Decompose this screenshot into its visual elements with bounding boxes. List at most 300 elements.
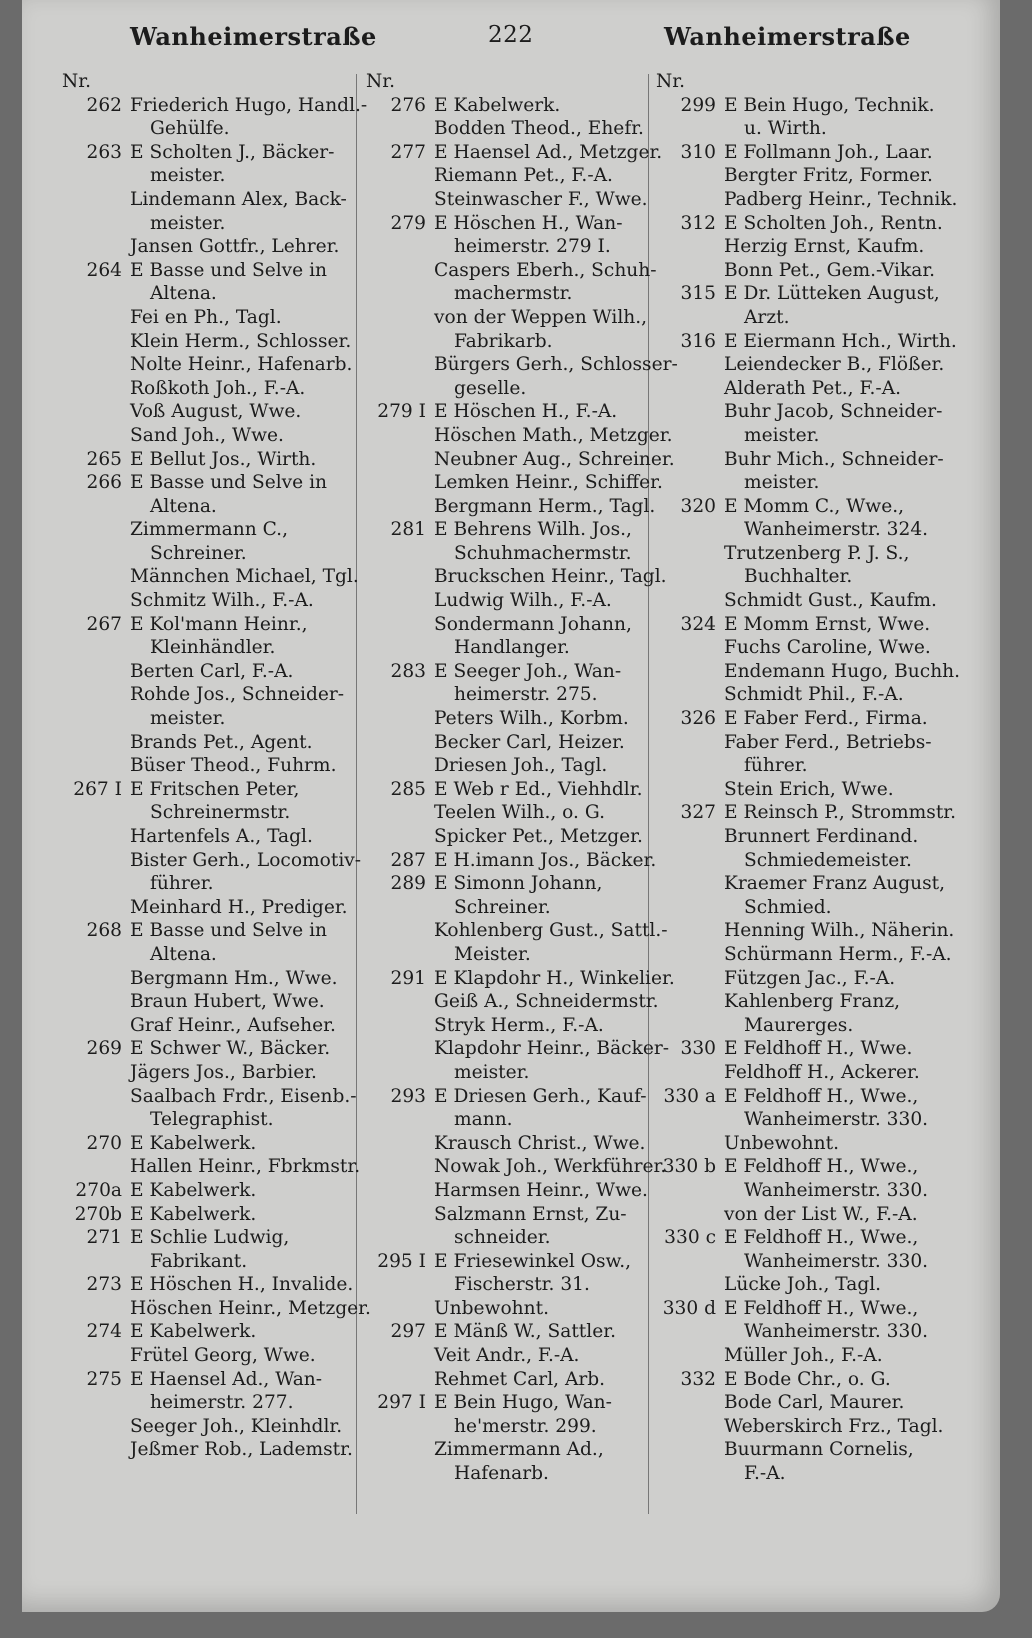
directory-line [652, 259, 962, 283]
entry-text: Unbewohnt. [434, 1297, 549, 1319]
entry-text: E Haensel Ad., Metzger. [434, 141, 663, 163]
directory-line [362, 471, 662, 495]
directory-line [58, 1014, 378, 1038]
directory-line [652, 1415, 962, 1439]
directory-line [58, 1344, 378, 1368]
directory-line [652, 801, 962, 825]
directory-line [362, 1391, 662, 1415]
directory-line [58, 1155, 378, 1179]
directory-line [58, 117, 378, 141]
house-number: 285 [390, 778, 426, 800]
directory-line [362, 1273, 662, 1297]
entry-text: E Bein Hugo, Technik. [724, 94, 935, 116]
directory-line [362, 778, 662, 802]
entry-text: E Simonn Johann, [434, 873, 603, 895]
column-1 [58, 70, 378, 1462]
entry-text: Faber Ferd., Betriebs- [724, 731, 932, 753]
directory-line [652, 896, 962, 920]
directory-line [652, 1226, 962, 1250]
house-number: 269 [86, 1038, 122, 1060]
entry-text: E Kabelwerk. [130, 1132, 257, 1154]
house-number: 275 [86, 1368, 122, 1390]
directory-line [58, 306, 378, 330]
directory-line [58, 400, 378, 424]
entry-text: u. Wirth. [744, 118, 827, 140]
house-number: 330 a [663, 1085, 716, 1107]
entry-text: E Momm Ernst, Wwe. [724, 613, 931, 635]
directory-line [362, 259, 662, 283]
entry-text: E Feldhoff H., Wwe. [724, 1038, 913, 1060]
house-number: 297 [390, 1321, 426, 1343]
entry-text: Saalbach Frdr., Eisenb.- [130, 1085, 357, 1107]
column-2 [362, 70, 678, 1486]
entry-text: Caspers Eberh., Schuh- [434, 259, 657, 281]
entry-text: Altena. [150, 283, 217, 305]
directory-line [58, 141, 378, 165]
entry-text: F.-A. [744, 1463, 786, 1485]
entry-text: Höschen Math., Metzger. [434, 424, 673, 446]
entry-text: Neubner Aug., Schreiner. [434, 448, 675, 470]
house-number: 295 I [377, 1250, 426, 1272]
entry-text: Buchhalter. [744, 566, 853, 588]
directory-line [362, 1226, 662, 1250]
entry-text: führer. [150, 873, 214, 895]
entry-text: Friederich Hugo, Handl.- [130, 94, 368, 116]
entry-text: Bode Carl, Maurer. [724, 1392, 905, 1414]
directory-line [652, 778, 962, 802]
house-number: 271 [86, 1227, 122, 1249]
entry-text: E Kabelwerk. [130, 1203, 257, 1225]
directory-line [58, 1273, 378, 1297]
entry-text: Fischerstr. 31. [454, 1274, 590, 1296]
directory-line [362, 518, 662, 542]
entry-text: Bister Gerh., Locomotiv- [130, 849, 362, 871]
directory-line [58, 164, 378, 188]
directory-line [58, 1132, 378, 1156]
entry-text: E Bode Chr., o. G. [724, 1368, 891, 1390]
directory-line [362, 1037, 670, 1061]
entry-text: Harmsen Heinr., Wwe. [434, 1179, 648, 1201]
directory-line [58, 518, 378, 542]
directory-line [362, 1108, 662, 1132]
entry-text: Schmiedemeister. [744, 849, 912, 871]
house-number: 287 [390, 849, 426, 871]
directory-line [652, 141, 962, 165]
entry-text: Schreiner. [454, 896, 551, 918]
directory-line [58, 424, 378, 448]
directory-line [58, 1250, 378, 1274]
directory-line [362, 212, 662, 236]
directory-line [58, 636, 378, 660]
entry-text: Braun Hubert, Wwe. [130, 991, 325, 1013]
entry-text: Handlanger. [454, 637, 570, 659]
entry-text: Henning Wilh., Näherin. [724, 920, 955, 942]
directory-line [652, 825, 962, 849]
entry-text: Klein Herm., Schlosser. [130, 330, 352, 352]
directory-line [362, 164, 662, 188]
directory-line [652, 1250, 962, 1274]
entry-text: Krausch Christ., Wwe. [434, 1132, 646, 1154]
entry-text: E Feldhoff H., Wwe., [724, 1156, 919, 1178]
directory-line [652, 1155, 962, 1179]
directory-line [652, 731, 962, 755]
entry-text: Schreiner. [150, 542, 247, 564]
directory-line [58, 801, 378, 825]
entry-text: Driesen Joh., Tagl. [434, 755, 608, 777]
entry-text: Meister. [454, 943, 531, 965]
directory-line [362, 330, 662, 354]
entry-text: E Feldhoff H., Wwe., [724, 1227, 919, 1249]
entry-text: Schmidt Phil., F.-A. [724, 684, 904, 706]
directory-line [362, 1438, 662, 1462]
entry-text: Wanheimerstr. 324. [744, 519, 929, 541]
directory-line [362, 1132, 662, 1156]
entry-text: Herzig Ernst, Kaufm. [724, 236, 925, 258]
house-number: 281 [390, 519, 426, 541]
entry-text: E Seeger Joh., Wan- [434, 660, 622, 682]
directory-line [362, 683, 662, 707]
entry-text: Rehmet Carl, Arb. [434, 1368, 606, 1390]
directory-line [652, 919, 962, 943]
directory-line [362, 707, 662, 731]
entry-text: Hafenarb. [454, 1463, 549, 1485]
house-number: 316 [680, 330, 716, 352]
entry-text: Kraemer Franz August, [724, 873, 946, 895]
header-left-street: Wanheimerstraße [130, 22, 377, 51]
entry-text: Fuchs Caroline, Wwe. [724, 637, 931, 659]
directory-line [652, 613, 962, 637]
entry-text: E Kabelwerk. [130, 1321, 257, 1343]
entry-text: E Schlie Ludwig, [130, 1227, 290, 1249]
entry-text: Schmitz Wilh., F.-A. [130, 590, 314, 612]
directory-line [58, 212, 378, 236]
entry-text: Jägers Jos., Barbier. [130, 1061, 317, 1083]
directory-line [652, 94, 962, 118]
house-number: 326 [680, 708, 716, 730]
directory-line [362, 1203, 662, 1227]
directory-line [652, 471, 962, 495]
directory-line [362, 282, 662, 306]
entry-text: meister. [744, 472, 820, 494]
directory-line [362, 1155, 667, 1179]
directory-line [652, 1462, 962, 1486]
directory-line [652, 164, 962, 188]
entry-text: Riemann Pet., F.-A. [434, 165, 613, 187]
directory-line [652, 589, 962, 613]
entry-text: Kleinhändler. [150, 637, 276, 659]
directory-line [362, 613, 662, 637]
directory-line [58, 613, 378, 637]
entry-text: E Kol'mann Heinr., [130, 613, 308, 635]
directory-line [58, 1179, 378, 1203]
entry-text: Peters Wilh., Korbm. [434, 708, 629, 730]
directory-line [58, 589, 378, 613]
directory-line [652, 565, 962, 589]
house-number: 270b [74, 1203, 122, 1225]
house-number: 327 [680, 802, 716, 824]
entry-text: Lemken Heinr., Schiffer. [434, 472, 663, 494]
directory-line [58, 967, 378, 991]
house-number: 277 [390, 141, 426, 163]
entry-text: Alderath Pet., F.-A. [724, 377, 902, 399]
directory-line [362, 400, 662, 424]
entry-text: Bergter Fritz, Former. [724, 165, 933, 187]
directory-line [652, 1203, 962, 1227]
column-label: Nr. [656, 71, 686, 92]
entry-text: von der List W., F.-A. [724, 1203, 918, 1225]
entry-text: Meinhard H., Prediger. [130, 896, 348, 918]
directory-line [58, 683, 378, 707]
entry-text: Gehülfe. [150, 118, 230, 140]
directory-line [652, 683, 962, 707]
entry-text: E Klapdohr H., Winkelier. [434, 967, 675, 989]
directory-line [362, 943, 662, 967]
house-number: 279 [390, 212, 426, 234]
directory-line [362, 801, 662, 825]
page-number: 222 [488, 22, 534, 48]
directory-line [58, 259, 378, 283]
entry-text: Hallen Heinr., Fbrkmstr. [130, 1156, 361, 1178]
house-number: 267 [86, 613, 122, 635]
directory-line [652, 353, 962, 377]
entry-text: heimerstr. 275. [454, 684, 598, 706]
directory-line [58, 990, 378, 1014]
directory-line [652, 518, 962, 542]
entry-text: Arzt. [744, 306, 790, 328]
house-number: 330 b [662, 1156, 716, 1178]
directory-line [362, 188, 662, 212]
directory-line [652, 306, 962, 330]
directory-line [58, 1226, 378, 1250]
directory-line [652, 636, 962, 660]
directory-line [58, 754, 378, 778]
entry-text: führer. [744, 755, 808, 777]
directory-line [58, 919, 378, 943]
directory-line [652, 1037, 962, 1061]
entry-text: Kahlenberg Franz, [724, 991, 901, 1013]
house-number: 273 [86, 1274, 122, 1296]
column-label: Nr. [62, 71, 92, 92]
entry-text: E Kabelwerk. [434, 94, 561, 116]
entry-text: Fützgen Jac., F.-A. [724, 967, 896, 989]
directory-line [58, 1061, 378, 1085]
entry-text: Fabrikant. [150, 1250, 248, 1272]
entry-text: Leiendecker B., Flößer. [724, 354, 945, 376]
directory-line [652, 1344, 962, 1368]
directory-line [58, 565, 378, 589]
entry-text: Schreinermstr. [150, 802, 291, 824]
directory-line [362, 825, 662, 849]
entry-text: Graf Heinr., Aufseher. [130, 1014, 336, 1036]
directory-line [362, 1061, 662, 1085]
directory-line [58, 1391, 378, 1415]
entry-text: E Behrens Wilh. Jos., [434, 519, 632, 541]
entry-text: E Follmann Joh., Laar. [724, 141, 933, 163]
directory-line [652, 542, 962, 566]
entry-text: geselle. [454, 377, 527, 399]
house-number: 330 d [662, 1297, 716, 1319]
directory-line [652, 282, 962, 306]
entry-text: Zimmermann Ad., [434, 1439, 604, 1461]
directory-line [58, 1297, 378, 1321]
entry-text: heimerstr. 277. [150, 1392, 294, 1414]
entry-text: Altena. [150, 495, 217, 517]
directory-line [362, 849, 662, 873]
house-number: 270 [86, 1132, 122, 1154]
entry-text: Bürgers Gerh., Schlosser- [434, 354, 678, 376]
directory-line [362, 1462, 662, 1486]
directory-line [58, 1108, 378, 1132]
entry-text: Lücke Joh., Tagl. [724, 1274, 882, 1296]
entry-text: Telegraphist. [150, 1109, 274, 1131]
directory-line [362, 1368, 662, 1392]
directory-line [58, 282, 378, 306]
column-label: Nr. [366, 71, 396, 92]
entry-text: Becker Carl, Heizer. [434, 731, 625, 753]
entry-text: Endemann Hugo, Buchh. [724, 660, 961, 682]
house-number: 312 [680, 212, 716, 234]
house-number: 310 [680, 141, 716, 163]
directory-line [58, 1037, 378, 1061]
entry-text: Stein Erich, Wwe. [724, 778, 894, 800]
entry-text: E Mänß W., Sattler. [434, 1321, 616, 1343]
directory-line [652, 1368, 962, 1392]
directory-line [362, 94, 662, 118]
entry-text: Seeger Joh., Kleinhdlr. [130, 1415, 343, 1437]
entry-text: E Höschen H., Wan- [434, 212, 623, 234]
entry-text: E Schwer W., Bäcker. [130, 1038, 331, 1060]
entry-text: E Bein Hugo, Wan- [434, 1392, 612, 1414]
house-number: 276 [390, 94, 426, 116]
entry-text: Frütel Georg, Wwe. [130, 1345, 316, 1367]
directory-line [362, 235, 662, 259]
directory-line [652, 1132, 962, 1156]
directory-line [362, 353, 678, 377]
header-right-street: Wanheimerstraße [664, 22, 911, 51]
directory-line [58, 94, 378, 118]
entry-text: Schürmann Herm., F.-A. [724, 943, 952, 965]
entry-text: E Scholten Joh., Rentn. [724, 212, 943, 234]
entry-text: Bodden Theod., Ehefr. [434, 118, 644, 140]
directory-line [652, 1179, 962, 1203]
entry-text: Feldhoff H., Ackerer. [724, 1061, 920, 1083]
entry-text: he'merstr. 299. [454, 1415, 597, 1437]
directory-line [362, 377, 662, 401]
entry-text: E Reinsch P., Strommstr. [724, 802, 957, 824]
entry-text: Zimmermann C., [130, 519, 288, 541]
house-number: 289 [390, 873, 426, 895]
entry-text: mann. [454, 1109, 513, 1131]
entry-text: Stryk Herm., F.-A. [434, 1014, 604, 1036]
entry-text: Buurmann Cornelis, [724, 1439, 914, 1461]
entry-text: Jansen Gottfr., Lehrer. [130, 236, 340, 258]
directory-line [362, 636, 662, 660]
directory-line [58, 1203, 378, 1227]
directory-line [58, 448, 378, 472]
entry-text: Höschen Heinr., Metzger. [130, 1297, 371, 1319]
entry-text: E Friesewinkel Osw., [434, 1250, 632, 1272]
entry-text: E Momm C., Wwe., [724, 495, 905, 517]
entry-text: Buhr Mich., Schneider- [724, 448, 944, 470]
entry-text: machermstr. [454, 283, 573, 305]
directory-line [58, 471, 378, 495]
entry-text: Sand Joh., Wwe. [130, 424, 284, 446]
entry-text: Jeßmer Rob., Lademstr. [130, 1439, 353, 1461]
entry-text: Kohlenberg Gust., Sattl.- [434, 920, 668, 942]
directory-line [58, 660, 378, 684]
directory-line [58, 1438, 378, 1462]
directory-line [652, 1438, 962, 1462]
directory-line [652, 1391, 962, 1415]
entry-text: Bonn Pet., Gem.-Vikar. [724, 259, 936, 281]
entry-text: Trutzenberg P. J. S., [724, 542, 910, 564]
entry-text: E Feldhoff H., Wwe., [724, 1085, 919, 1107]
entry-text: E Höschen H., Invalide. [130, 1274, 354, 1296]
directory-line [58, 872, 378, 896]
directory-line [58, 542, 378, 566]
entry-text: E Eiermann Hch., Wirth. [724, 330, 957, 352]
directory-line [362, 424, 673, 448]
directory-line [362, 1250, 662, 1274]
directory-page [22, 0, 1000, 1612]
directory-line [652, 872, 962, 896]
entry-text: Sondermann Johann, [434, 613, 632, 635]
house-number: 264 [86, 259, 122, 281]
house-number: 274 [86, 1321, 122, 1343]
entry-text: E Faber Ferd., Firma. [724, 708, 928, 730]
entry-text: E Web r Ed., Viehhdlr. [434, 778, 643, 800]
entry-text: Wanheimerstr. 330. [744, 1179, 929, 1201]
entry-text: Unbewohnt. [724, 1132, 839, 1154]
directory-line [362, 542, 662, 566]
entry-text: Fabrikarb. [454, 330, 553, 352]
house-number: 262 [86, 94, 122, 116]
entry-text: Lindemann Alex, Back- [130, 188, 347, 210]
directory-line [58, 330, 378, 354]
directory-line [362, 872, 662, 896]
directory-line [652, 400, 962, 424]
house-number: 266 [86, 472, 122, 494]
directory-line [58, 707, 378, 731]
house-number: 293 [390, 1085, 426, 1107]
directory-line [652, 1061, 962, 1085]
entry-text: meister. [150, 212, 226, 234]
entry-text: Voß August, Wwe. [130, 401, 302, 423]
directory-line [652, 495, 962, 519]
directory-line [362, 919, 668, 943]
directory-line [652, 188, 962, 212]
entry-text: Altena. [150, 943, 217, 965]
directory-line [58, 353, 378, 377]
entry-text: Bergmann Hm., Wwe. [130, 967, 338, 989]
entry-text: Berten Carl, F.-A. [130, 660, 294, 682]
directory-line [58, 896, 378, 920]
directory-line [58, 943, 378, 967]
directory-line [652, 1085, 962, 1109]
directory-line [652, 212, 962, 236]
directory-line [652, 1273, 962, 1297]
directory-line [58, 731, 378, 755]
directory-line [362, 1179, 662, 1203]
directory-line [58, 1415, 378, 1439]
house-number: 297 I [377, 1392, 426, 1414]
entry-text: Roßkoth Joh., F.-A. [130, 377, 306, 399]
directory-line [58, 778, 378, 802]
directory-line [362, 448, 675, 472]
house-number: 330 c [664, 1227, 716, 1249]
directory-line [652, 660, 962, 684]
entry-text: Brands Pet., Agent. [130, 731, 313, 753]
